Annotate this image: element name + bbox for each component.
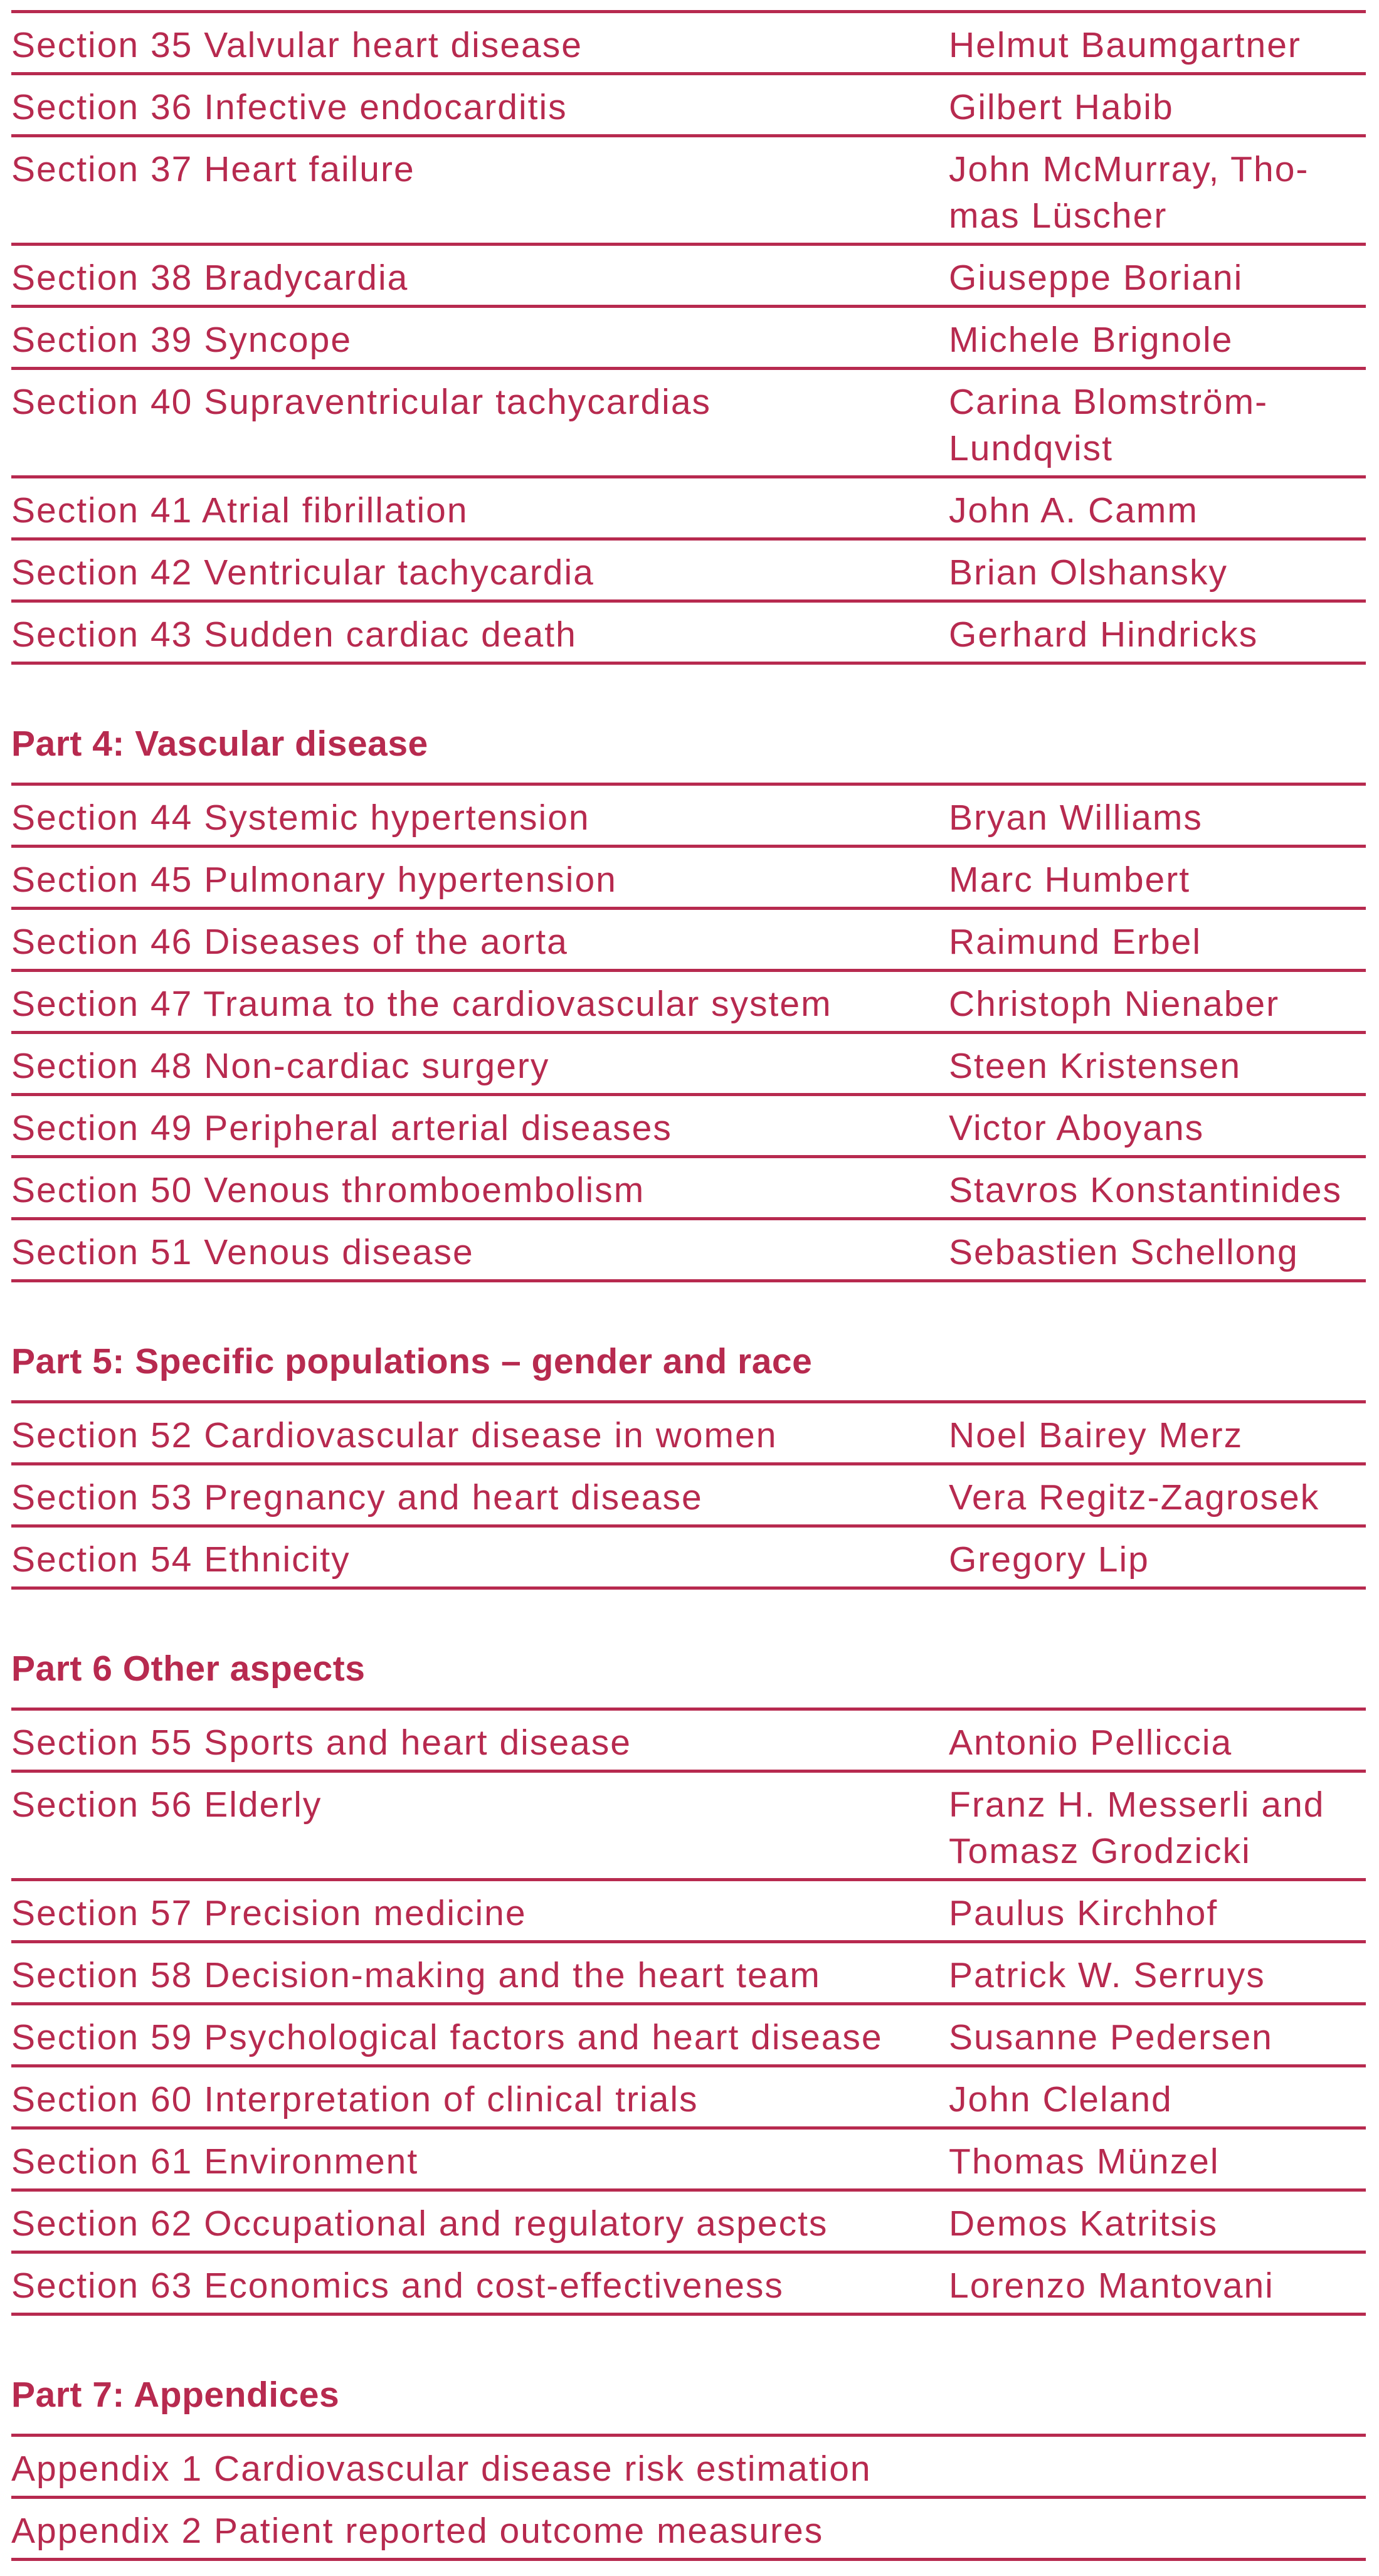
section-author: Stavros Konstantinides (949, 1170, 1342, 1210)
divider-rule (11, 1586, 1366, 1590)
part-heading: Part 5: Specific populations – gender and race (11, 1341, 813, 1381)
section-author: Franz H. Messerli and Tomasz Grodzicki (949, 1785, 1325, 1871)
section-author: Susanne Pedersen (949, 2017, 1273, 2057)
divider-rule (11, 1770, 1366, 1773)
section-title: Section 55 Sports and heart disease (11, 1723, 631, 1763)
divider-rule (11, 1279, 1366, 1282)
section-author: Gerhard Hindricks (949, 615, 1259, 655)
section-author: Giuseppe Boriani (949, 258, 1244, 298)
divider-rule (11, 1031, 1366, 1034)
section-title: Section 43 Sudden cardiac death (11, 615, 577, 655)
section-author: Helmut Baumgartner (949, 25, 1301, 65)
section-title: Section 37 Heart failure (11, 149, 415, 189)
divider-rule (11, 305, 1366, 308)
section-author: Victor Aboyans (949, 1108, 1205, 1148)
section-author: Raimund Erbel (949, 922, 1202, 962)
section-author: Vera Regitz-Zagrosek (949, 1477, 1320, 1518)
section-author: John Cleland (949, 2079, 1173, 2119)
divider-rule (11, 475, 1366, 478)
section-author: Gregory Lip (949, 1539, 1149, 1580)
section-title: Section 35 Valvular heart disease (11, 25, 583, 65)
divider-rule (11, 2002, 1366, 2005)
section-title: Section 45 Pulmonary hypertension (11, 860, 617, 900)
section-author: Christoph Nienaber (949, 984, 1280, 1024)
section-author: Sebastien Schellong (949, 1232, 1299, 1272)
section-title: Section 60 Interpretation of clinical trials (11, 2079, 699, 2119)
section-author: Brian Olshansky (949, 552, 1228, 593)
section-title: Section 63 Economics and cost-effectiveness (11, 2266, 784, 2306)
section-title: Section 51 Venous disease (11, 1232, 474, 1272)
divider-rule (11, 1878, 1366, 1881)
divider-rule (11, 2313, 1366, 2316)
divider-rule (11, 1462, 1366, 1465)
section-author: Thomas Münzel (949, 2141, 1220, 2182)
divider-rule (11, 243, 1366, 246)
section-title: Appendix 2 Patient reported outcome measures (11, 2511, 824, 2551)
divider-rule (11, 783, 1366, 786)
section-title: Section 41 Atrial fibrillation (11, 490, 468, 531)
section-title: Section 40 Supraventricular tachycardias (11, 382, 712, 422)
divider-rule (11, 2558, 1366, 2561)
section-author: Antonio Pelliccia (949, 1723, 1233, 1763)
section-author: Noel Bairey Merz (949, 1415, 1244, 1455)
section-title: Section 39 Syncope (11, 320, 352, 360)
section-author: Gilbert Habib (949, 87, 1174, 127)
section-title: Section 62 Occupational and regulatory aspects (11, 2204, 828, 2244)
divider-rule (11, 1093, 1366, 1096)
divider-rule (11, 1524, 1366, 1528)
section-author: Patrick W. Serruys (949, 1955, 1265, 1995)
divider-rule (11, 599, 1366, 603)
section-title: Appendix 1 Cardiovascular disease risk estimation (11, 2449, 872, 2489)
section-author: Demos Katritsis (949, 2204, 1218, 2244)
divider-rule (11, 1155, 1366, 1158)
section-title: Section 47 Trauma to the cardiovascular system (11, 984, 832, 1024)
part-heading: Part 7: Appendices (11, 2375, 340, 2415)
section-title: Section 61 Environment (11, 2141, 419, 2182)
section-author: Paulus Kirchhof (949, 1893, 1218, 1933)
section-title: Section 59 Psychological factors and heart disease (11, 2017, 883, 2057)
section-author: Steen Kristensen (949, 1046, 1242, 1086)
section-author: Michele Brignole (949, 320, 1234, 360)
section-title: Section 38 Bradycardia (11, 258, 409, 298)
section-title: Section 48 Non-cardiac surgery (11, 1046, 550, 1086)
divider-rule (11, 2434, 1366, 2437)
divider-rule (11, 2064, 1366, 2067)
part-heading: Part 4: Vascular disease (11, 724, 428, 764)
divider-rule (11, 1940, 1366, 1943)
section-author: Lorenzo Mantovani (949, 2266, 1274, 2306)
section-title: Section 53 Pregnancy and heart disease (11, 1477, 703, 1518)
divider-rule (11, 662, 1366, 665)
section-title: Section 50 Venous thromboembolism (11, 1170, 645, 1210)
section-title: Section 54 Ethnicity (11, 1539, 351, 1580)
divider-rule (11, 537, 1366, 541)
section-author: John A. Camm (949, 490, 1198, 531)
section-title: Section 46 Diseases of the aorta (11, 922, 568, 962)
section-title: Section 36 Infective endocarditis (11, 87, 568, 127)
divider-rule (11, 969, 1366, 972)
section-author: Carina Blomström- Lundqvist (949, 382, 1269, 468)
divider-rule (11, 2251, 1366, 2254)
part-heading: Part 6 Other aspects (11, 1649, 366, 1689)
divider-rule (11, 845, 1366, 848)
divider-rule (11, 2126, 1366, 2130)
divider-rule (11, 10, 1366, 13)
divider-rule (11, 134, 1366, 137)
section-author: Marc Humbert (949, 860, 1191, 900)
section-title: Section 58 Decision-making and the heart team (11, 1955, 821, 1995)
divider-rule (11, 1400, 1366, 1403)
divider-rule (11, 1217, 1366, 1220)
divider-rule (11, 2496, 1366, 2499)
section-title: Section 56 Elderly (11, 1785, 322, 1825)
section-title: Section 57 Precision medicine (11, 1893, 527, 1933)
divider-rule (11, 907, 1366, 910)
section-author: Bryan Williams (949, 798, 1203, 838)
section-title: Section 52 Cardiovascular disease in women (11, 1415, 778, 1455)
divider-rule (11, 367, 1366, 370)
section-title: Section 49 Peripheral arterial diseases (11, 1108, 672, 1148)
section-author: John McMurray, Tho- mas Lüscher (949, 149, 1309, 236)
section-title: Section 42 Ventricular tachycardia (11, 552, 594, 593)
divider-rule (11, 1708, 1366, 1711)
divider-rule (11, 2188, 1366, 2192)
section-title: Section 44 Systemic hypertension (11, 798, 590, 838)
divider-rule (11, 72, 1366, 75)
